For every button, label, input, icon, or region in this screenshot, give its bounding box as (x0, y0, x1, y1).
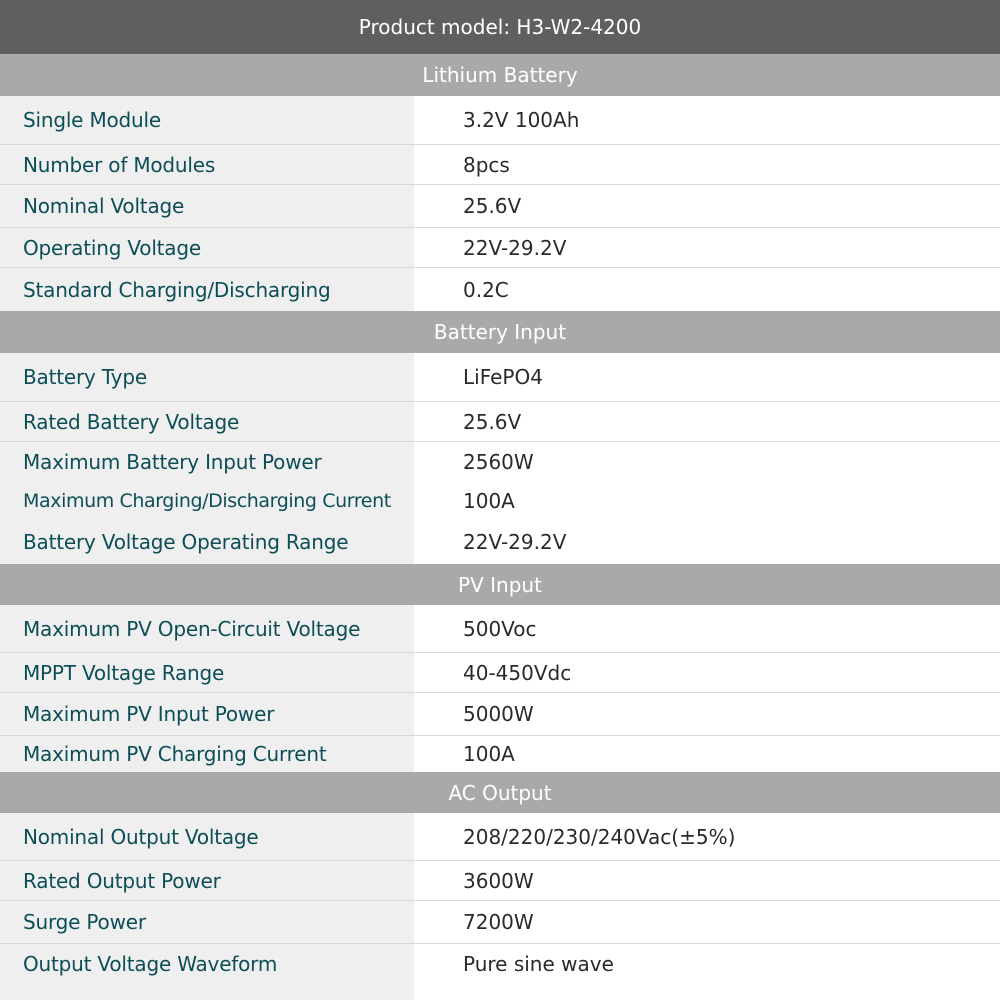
spec-label: Standard Charging/Discharging (0, 268, 414, 311)
spec-row-output-waveform (0, 944, 1000, 984)
spec-row-rated-output-power (0, 861, 1000, 901)
spec-row-number-of-modules (0, 145, 1000, 185)
spec-row-operating-voltage (0, 228, 1000, 268)
spec-label: Surge Power (0, 901, 414, 944)
spec-row-single-module (0, 96, 1000, 145)
spec-value: 100A (414, 736, 1000, 772)
spec-label: Maximum Charging/Discharging Current (0, 482, 414, 520)
spec-label: Nominal Output Voltage (0, 813, 414, 861)
spec-value: 40-450Vdc (414, 653, 1000, 693)
section-header-pv-input: PV Input (0, 564, 1000, 605)
spec-value-padding (414, 984, 1000, 1000)
spec-label: Number of Modules (0, 145, 414, 185)
spec-label: Battery Type (0, 353, 414, 402)
spec-value: Pure sine wave (414, 944, 1000, 984)
spec-row-rated-battery-voltage (0, 402, 1000, 442)
spec-row-standard-charging (0, 268, 1000, 311)
product-model-title: Product model: H3-W2-4200 (0, 0, 1000, 54)
spec-value: 5000W (414, 693, 1000, 736)
table-bottom-padding (0, 984, 1000, 1000)
spec-label: Battery Voltage Operating Range (0, 520, 414, 564)
spec-value: 500Voc (414, 605, 1000, 653)
spec-row-max-pv-input-power (0, 693, 1000, 736)
spec-value: 8pcs (414, 145, 1000, 185)
spec-row-battery-voltage-range (0, 520, 1000, 564)
spec-value: 0.2C (414, 268, 1000, 311)
spec-value: 3600W (414, 861, 1000, 901)
section-header-lithium-battery: Lithium Battery (0, 54, 1000, 96)
spec-row-max-charging-current (0, 482, 1000, 520)
spec-row-mppt-voltage-range (0, 653, 1000, 693)
spec-label: Maximum PV Charging Current (0, 736, 414, 772)
spec-value: 208/220/230/240Vac(±5%) (414, 813, 1000, 861)
spec-row-nominal-voltage (0, 185, 1000, 228)
spec-label: Maximum Battery Input Power (0, 442, 414, 482)
spec-label: Maximum PV Open-Circuit Voltage (0, 605, 414, 653)
spec-value: LiFePO4 (414, 353, 1000, 402)
spec-row-max-pv-charging-current (0, 736, 1000, 772)
spec-value: 25.6V (414, 185, 1000, 228)
spec-value: 7200W (414, 901, 1000, 944)
spec-label: Rated Battery Voltage (0, 402, 414, 442)
spec-value: 3.2V 100Ah (414, 96, 1000, 145)
spec-row-surge-power (0, 901, 1000, 944)
spec-row-max-pv-open-circuit (0, 605, 1000, 653)
spec-label: MPPT Voltage Range (0, 653, 414, 693)
section-header-battery-input: Battery Input (0, 311, 1000, 353)
spec-value: 22V-29.2V (414, 520, 1000, 564)
spec-value: 100A (414, 482, 1000, 520)
spec-value: 22V-29.2V (414, 228, 1000, 268)
spec-row-battery-type (0, 353, 1000, 402)
spec-label-padding (0, 984, 414, 1000)
spec-label: Maximum PV Input Power (0, 693, 414, 736)
section-header-ac-output: AC Output (0, 772, 1000, 813)
spec-value: 25.6V (414, 402, 1000, 442)
spec-label: Nominal Voltage (0, 185, 414, 228)
spec-row-max-battery-input-power (0, 442, 1000, 482)
spec-label: Rated Output Power (0, 861, 414, 901)
spec-label: Output Voltage Waveform (0, 944, 414, 984)
spec-value: 2560W (414, 442, 1000, 482)
spec-label: Operating Voltage (0, 228, 414, 268)
spec-row-nominal-output-voltage (0, 813, 1000, 861)
spec-label: Single Module (0, 96, 414, 145)
